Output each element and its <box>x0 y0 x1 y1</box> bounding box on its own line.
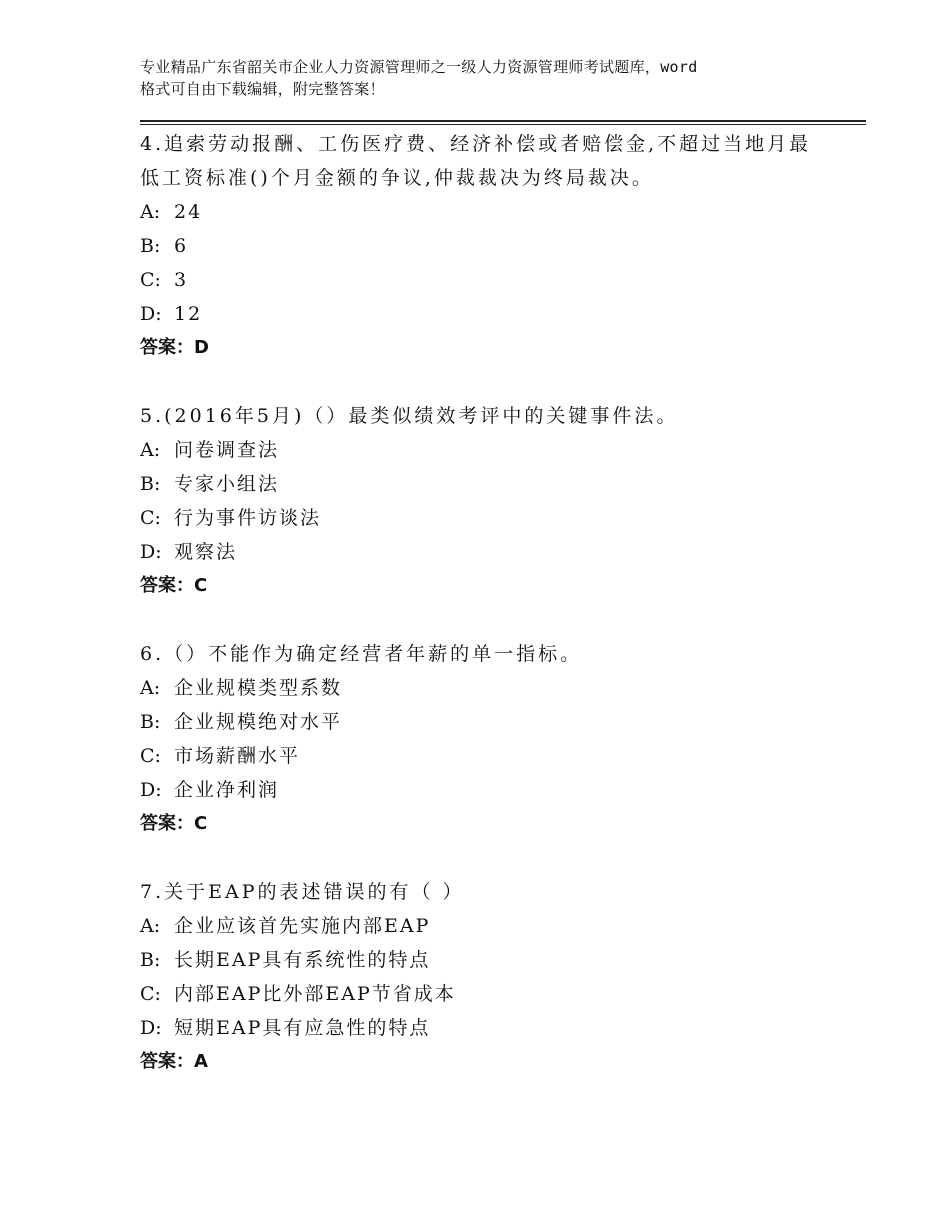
option-letter: D: <box>140 779 162 801</box>
option-b <box>140 943 840 977</box>
option-text: 市场薪酬水平 <box>174 745 301 767</box>
option-letter: B: <box>140 949 161 971</box>
option-d <box>140 297 840 331</box>
option-text: 专家小组法 <box>174 473 280 495</box>
option-letter: D: <box>140 1017 162 1039</box>
option-letter: C: <box>140 745 161 767</box>
question-text-line: 低工资标准()个月金额的争议,仲裁裁决为终局裁决。 <box>140 167 654 189</box>
question-5 <box>140 399 840 603</box>
option-text: 6 <box>174 235 189 257</box>
header-divider-thin <box>140 124 866 125</box>
option-text: 短期EAP具有应急性的特点 <box>174 1017 431 1039</box>
option-d <box>140 773 840 807</box>
option-b <box>140 229 840 263</box>
option-letter: A: <box>140 915 161 937</box>
option-text: 24 <box>174 201 203 223</box>
option-letter: B: <box>140 235 161 257</box>
option-letter: B: <box>140 711 161 733</box>
option-c <box>140 977 840 1011</box>
option-text: 内部EAP比外部EAP节省成本 <box>174 983 456 1005</box>
option-text: 12 <box>174 303 203 325</box>
header-line-2: 格式可自由下载编辑，附完整答案！ <box>140 80 385 98</box>
option-a <box>140 433 840 467</box>
option-text: 企业规模绝对水平 <box>174 711 343 733</box>
option-letter: A: <box>140 439 161 461</box>
option-letter: C: <box>140 269 161 291</box>
question-text-line: 6.（）不能作为确定经营者年薪的单一指标。 <box>140 643 583 665</box>
question-7 <box>140 875 840 1079</box>
question-text-line: 4.追索劳动报酬、工伤医疗费、经济补偿或者赔偿金,不超过当地月最 <box>140 133 812 155</box>
answer-label: 答案：C <box>140 813 208 834</box>
option-a <box>140 909 840 943</box>
question-6 <box>140 637 840 841</box>
option-letter: C: <box>140 507 161 529</box>
option-letter: A: <box>140 201 161 223</box>
option-text: 观察法 <box>174 541 238 563</box>
header-line-1: 专业精品广东省韶关市企业人力资源管理师之一级人力资源管理师考试题库，word <box>140 58 698 76</box>
option-a <box>140 671 840 705</box>
option-d <box>140 535 840 569</box>
question-list <box>140 127 840 1113</box>
option-letter: B: <box>140 473 161 495</box>
question-text-line: 5.(2016年5月)（）最类似绩效考评中的关键事件法。 <box>140 405 679 427</box>
question-text-line: 7.关于EAP的表述错误的有（ ） <box>140 881 465 903</box>
option-text: 3 <box>174 269 189 291</box>
option-letter: D: <box>140 541 162 563</box>
option-c <box>140 739 840 773</box>
option-d <box>140 1011 840 1045</box>
answer-label: 答案：D <box>140 337 209 358</box>
option-b <box>140 467 840 501</box>
option-text: 问卷调查法 <box>174 439 280 461</box>
option-text: 企业规模类型系数 <box>174 677 343 699</box>
answer-label: 答案：A <box>140 1051 208 1072</box>
option-b <box>140 705 840 739</box>
option-letter: D: <box>140 303 162 325</box>
option-text: 企业应该首先实施内部EAP <box>174 915 431 937</box>
option-text: 行为事件访谈法 <box>174 507 322 529</box>
answer-label: 答案：C <box>140 575 208 596</box>
document-header <box>140 56 840 100</box>
option-c <box>140 501 840 535</box>
option-letter: A: <box>140 677 161 699</box>
option-text: 企业净利润 <box>174 779 280 801</box>
option-text: 长期EAP具有系统性的特点 <box>174 949 431 971</box>
header-divider-thick <box>140 120 866 122</box>
question-4 <box>140 127 840 365</box>
option-letter: C: <box>140 983 161 1005</box>
option-a <box>140 195 840 229</box>
option-c <box>140 263 840 297</box>
